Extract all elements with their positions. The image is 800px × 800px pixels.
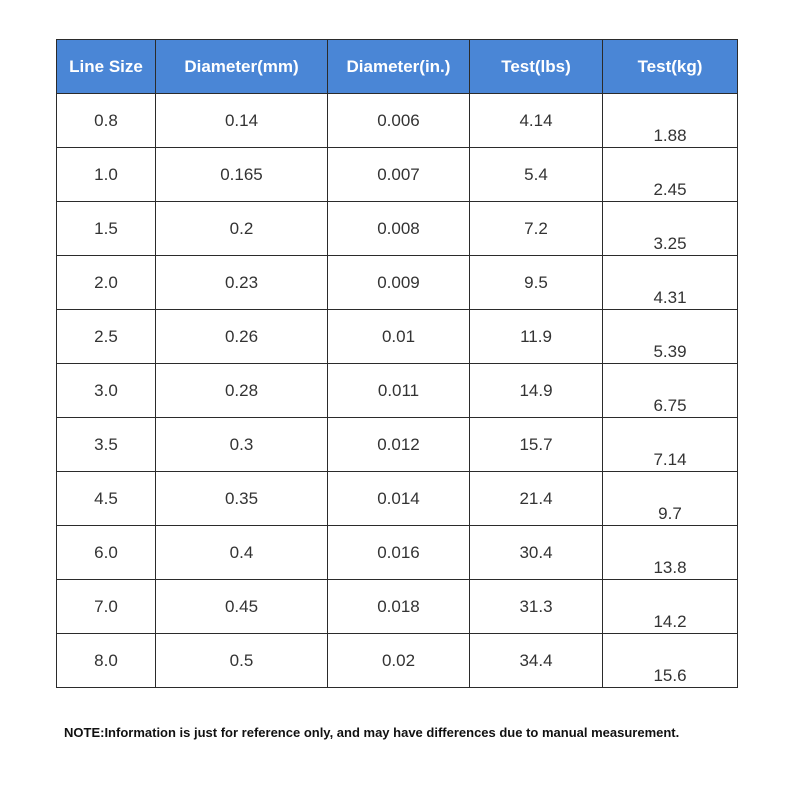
cell-diameter-in: 0.01 — [328, 310, 470, 364]
cell-diameter-mm: 0.2 — [156, 202, 328, 256]
cell-test-lbs: 30.4 — [470, 526, 603, 580]
cell-test-kg — [603, 526, 738, 580]
cell-test-kg — [603, 148, 738, 202]
cell-line-size: 7.0 — [57, 580, 156, 634]
cell-test-lbs: 15.7 — [470, 418, 603, 472]
table-row — [57, 202, 738, 256]
cell-test-kg-value: 15.6 — [653, 666, 687, 685]
header-row — [57, 40, 738, 94]
table-row — [57, 634, 738, 688]
header-line-size: Line Size — [57, 40, 156, 94]
cell-diameter-mm: 0.26 — [156, 310, 328, 364]
table-body — [57, 94, 738, 688]
cell-diameter-mm: 0.28 — [156, 364, 328, 418]
cell-diameter-in: 0.008 — [328, 202, 470, 256]
cell-line-size: 8.0 — [57, 634, 156, 688]
table-row — [57, 94, 738, 148]
cell-test-lbs: 4.14 — [470, 94, 603, 148]
cell-test-kg-value: 3.25 — [653, 234, 687, 253]
cell-test-kg — [603, 94, 738, 148]
cell-test-kg-value: 14.2 — [653, 612, 687, 631]
cell-line-size: 3.0 — [57, 364, 156, 418]
disclaimer-note: NOTE:Information is just for reference only, and may have differences due to manual measurement. — [64, 725, 680, 740]
cell-diameter-mm: 0.165 — [156, 148, 328, 202]
cell-test-kg-value: 13.8 — [653, 558, 687, 577]
table-row — [57, 148, 738, 202]
cell-diameter-in: 0.006 — [328, 94, 470, 148]
table-row — [57, 310, 738, 364]
cell-line-size: 3.5 — [57, 418, 156, 472]
table-row — [57, 526, 738, 580]
cell-line-size: 2.0 — [57, 256, 156, 310]
cell-diameter-in: 0.009 — [328, 256, 470, 310]
cell-diameter-in: 0.007 — [328, 148, 470, 202]
cell-test-kg-value: 9.7 — [658, 504, 682, 523]
cell-test-lbs: 11.9 — [470, 310, 603, 364]
cell-test-kg — [603, 472, 738, 526]
cell-line-size: 2.5 — [57, 310, 156, 364]
cell-test-kg — [603, 202, 738, 256]
cell-test-lbs: 5.4 — [470, 148, 603, 202]
cell-diameter-in: 0.012 — [328, 418, 470, 472]
table-row — [57, 256, 738, 310]
cell-line-size: 0.8 — [57, 94, 156, 148]
cell-diameter-in: 0.016 — [328, 526, 470, 580]
cell-diameter-mm: 0.5 — [156, 634, 328, 688]
cell-test-kg — [603, 634, 738, 688]
table-row — [57, 418, 738, 472]
cell-test-lbs: 34.4 — [470, 634, 603, 688]
cell-line-size: 1.5 — [57, 202, 156, 256]
header-diameter-in: Diameter(in.) — [328, 40, 470, 94]
cell-diameter-in: 0.018 — [328, 580, 470, 634]
header-diameter-mm: Diameter(mm) — [156, 40, 328, 94]
cell-diameter-mm: 0.14 — [156, 94, 328, 148]
table-row — [57, 364, 738, 418]
cell-line-size: 6.0 — [57, 526, 156, 580]
cell-diameter-mm: 0.35 — [156, 472, 328, 526]
cell-diameter-in: 0.011 — [328, 364, 470, 418]
cell-test-kg-value: 5.39 — [653, 342, 687, 361]
cell-test-kg — [603, 256, 738, 310]
table-row — [57, 472, 738, 526]
cell-diameter-in: 0.014 — [328, 472, 470, 526]
cell-diameter-mm: 0.23 — [156, 256, 328, 310]
cell-test-kg-value: 6.75 — [653, 396, 687, 415]
cell-test-kg-value: 4.31 — [653, 288, 687, 307]
cell-test-kg-value: 1.88 — [653, 126, 687, 145]
cell-test-kg — [603, 418, 738, 472]
cell-line-size: 1.0 — [57, 148, 156, 202]
cell-test-kg — [603, 310, 738, 364]
cell-test-lbs: 14.9 — [470, 364, 603, 418]
line-spec-table — [56, 39, 738, 688]
cell-line-size: 4.5 — [57, 472, 156, 526]
cell-test-kg — [603, 364, 738, 418]
cell-test-kg — [603, 580, 738, 634]
cell-test-kg-value: 7.14 — [653, 450, 687, 469]
cell-test-lbs: 31.3 — [470, 580, 603, 634]
header-test-lbs: Test(lbs) — [470, 40, 603, 94]
cell-test-lbs: 21.4 — [470, 472, 603, 526]
cell-diameter-mm: 0.4 — [156, 526, 328, 580]
table-header — [57, 40, 738, 94]
table-row — [57, 580, 738, 634]
header-test-kg: Test(kg) — [603, 40, 738, 94]
cell-test-lbs: 7.2 — [470, 202, 603, 256]
cell-diameter-in: 0.02 — [328, 634, 470, 688]
cell-test-kg-value: 2.45 — [653, 180, 687, 199]
cell-diameter-mm: 0.45 — [156, 580, 328, 634]
cell-test-lbs: 9.5 — [470, 256, 603, 310]
cell-diameter-mm: 0.3 — [156, 418, 328, 472]
